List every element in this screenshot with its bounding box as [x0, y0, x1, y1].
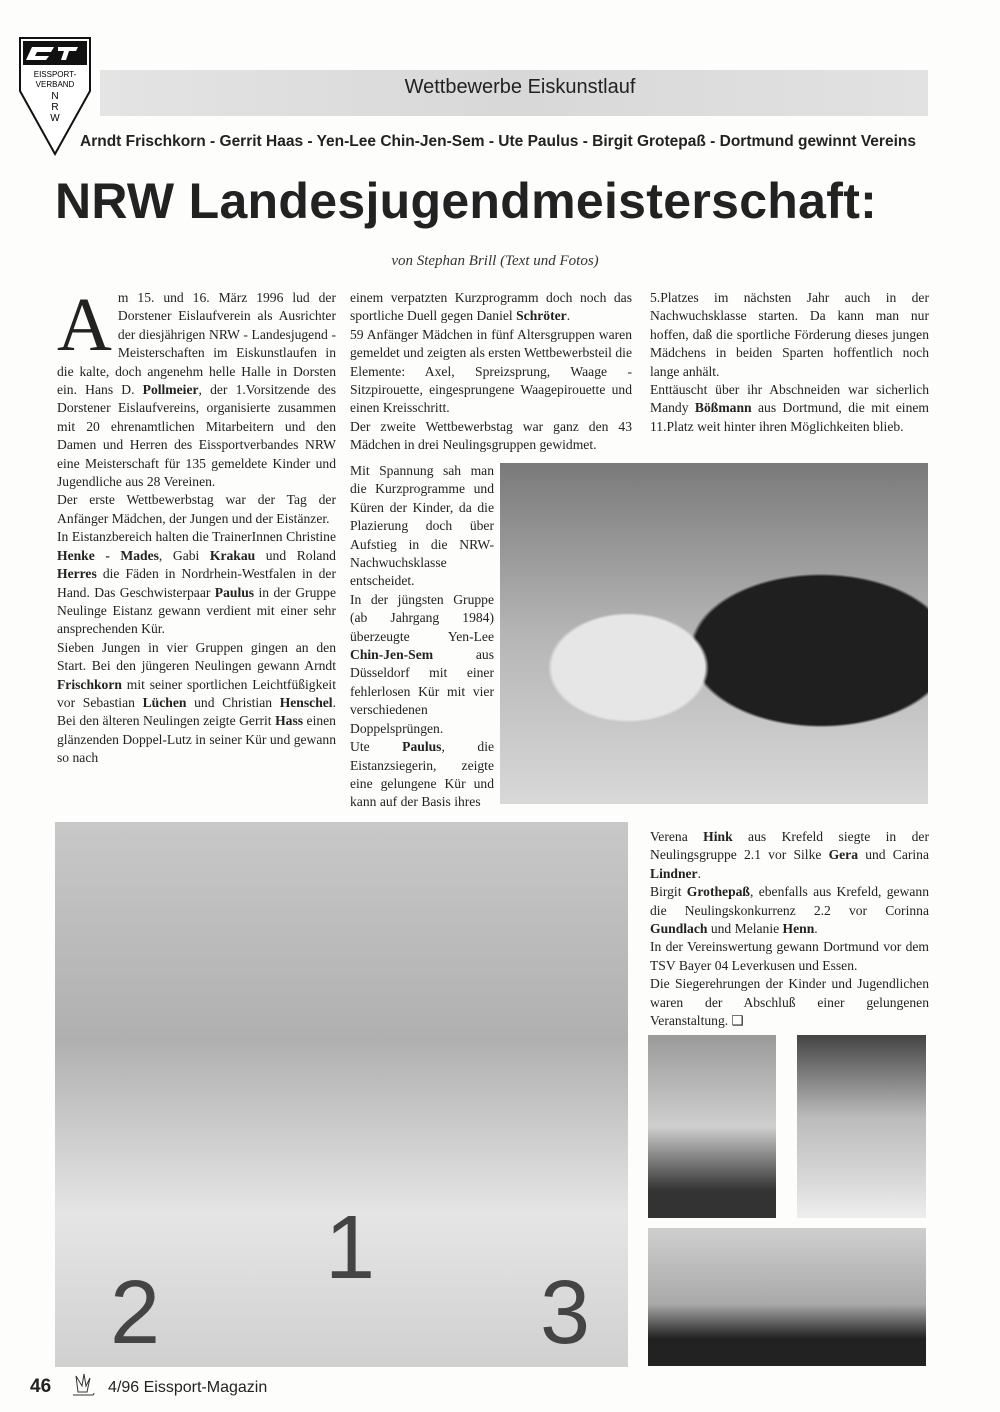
svg-text:VERBAND: VERBAND: [35, 80, 75, 89]
headline-names: Arndt Frischkorn - Gerrit Haas - Yen-Lee Chin-Jen-Sem - Ute Paulus - Birgit Grotepaß - Dortmund gewinnt Vereins: [80, 133, 916, 150]
bold-name: Henke - Mades: [57, 547, 159, 563]
paragraph: [350, 418, 632, 455]
text-run: die Fäden in Nordrhein-Westfalen in der Hand. Das Geschwisterpaar: [57, 566, 336, 600]
paragraph: [350, 738, 494, 812]
svg-text:W: W: [50, 113, 60, 124]
photo-podium: [55, 822, 628, 1367]
bold-name: Gundlach: [650, 921, 708, 937]
photo-three-boys: [648, 1228, 926, 1366]
text-run: In der Vereinswertung gewann Dortmund vor dem TSV Bayer 04 Leverkusen und Essen.: [650, 939, 929, 973]
article-title: NRW Landesjugendmeisterschaft:: [55, 173, 878, 229]
text-run: Der zweite Wettbewerbstag war ganz den 43 Mädchen in drei Neulingsgruppen gewidmet.: [350, 418, 632, 453]
text-run: . Bei den älteren Neulingen zeigte Gerrit: [57, 694, 336, 729]
text-run: 5.Platzes im nächsten Jahr auch in der Nachwuchsklasse starten. Da kann man nur hoffen, daß die sportliche Förderung dieses jungen Mädchens in beiden Sparten hoffentlich noch lange anhält.: [650, 290, 929, 379]
paragraph: [57, 639, 336, 768]
column-3-bottom: [650, 828, 929, 1030]
bold-name: Gera: [828, 847, 859, 863]
skater-icon: [70, 1372, 96, 1398]
paragraph: [350, 289, 632, 326]
svg-text:R: R: [51, 102, 59, 113]
bold-name: Henschel: [279, 694, 333, 710]
text-run: Verena: [650, 829, 704, 844]
text-run: und Christian: [186, 694, 280, 710]
paragraph: [650, 289, 929, 381]
bold-name: Chin-Jen-Sem: [350, 647, 434, 663]
paragraph: [650, 381, 929, 436]
paragraph: [650, 883, 929, 938]
column-3-top: [650, 289, 929, 436]
bold-name: Paulus: [402, 739, 442, 755]
paragraph: [350, 326, 632, 418]
bold-name: Henn: [782, 921, 815, 937]
bold-name: Schröter: [516, 308, 567, 324]
text-run: aus Dortmund, die mit einem 11.Platz weit hinter ihren Möglichkeiten blieb.: [650, 400, 929, 434]
svg-text:EISSPORT-: EISSPORT-: [33, 70, 77, 79]
text-run: einen glänzenden Doppel-Lutz in seiner Kür und gewann so nach: [57, 713, 336, 766]
text-run: Der erste Wettbewerbstag war der Tag der Anfänger Mädchen, der Jungen und der Eistänzer.: [57, 492, 336, 526]
column-1: [57, 283, 336, 768]
text-run: und Melanie: [707, 921, 783, 937]
drop-cap: A: [57, 283, 112, 367]
column-2-narrow: [350, 462, 494, 812]
text-run: Ute: [350, 739, 403, 755]
text-run: .: [814, 921, 818, 937]
text-run: Enttäuscht über ihr Abschneiden war sicherlich Mandy: [650, 382, 929, 416]
podium-number-2: 2: [110, 1263, 161, 1363]
text-run: In der jüngsten Gruppe (ab Jahrgang 1984) überzeugte Yen-Lee: [350, 591, 494, 644]
svg-text:N: N: [51, 91, 59, 102]
podium-number-3: 3: [540, 1263, 591, 1363]
paragraph: [350, 591, 494, 738]
bold-name: Grothepaß: [686, 884, 750, 900]
photo-portrait-girl: [648, 1035, 776, 1218]
issue-label: 4/96 Eissport-Magazin: [108, 1379, 268, 1396]
paragraph: [650, 975, 929, 1030]
text-run: .: [566, 308, 571, 324]
paragraph: [650, 828, 929, 883]
text-run: einem verpatzten Kurzprogramm doch noch das sportliche Duell gegen Daniel: [350, 290, 632, 324]
bold-name: Pollmeier: [142, 382, 199, 398]
text-run: mit seiner sportlichen Leichtfüßigkeit vor Sebastian: [57, 676, 336, 710]
text-run: , Gabi: [158, 547, 210, 563]
section-title: Wettbewerbe Eiskunstlauf: [404, 76, 636, 98]
text-run: .: [697, 865, 701, 881]
bold-name: Frischkorn: [57, 676, 122, 692]
podium-number-1: 1: [325, 1198, 376, 1298]
text-run: Die Siegerehrungen der Kinder und Jugendlichen waren der Abschluß einer gelungenen Veranstaltung. ❑: [650, 976, 929, 1029]
page-number: 46: [30, 1376, 52, 1397]
bold-name: Krakau: [209, 547, 256, 563]
text-run: Mit Spannung sah man die Kurzprogramme und Küren der Kinder, da die Plazierung doch über Aufstieg in die NRW-Nachwuchsklasse entscheidet.: [350, 463, 494, 589]
paragraph: [650, 938, 929, 975]
bold-name: Hink: [703, 829, 733, 844]
photo-two-skaters: [500, 463, 928, 804]
bold-name: Lüchen: [142, 694, 187, 710]
text-run: aus Krefeld siegte in der Neulingsgruppe 2.1 vor Silke: [650, 829, 929, 863]
text-run: 59 Anfänger Mädchen in fünf Altersgruppen waren gemeldet und zeigten als ersten Wettbewerbsteil die Elemente: Axel, Spreizsprung, Waage - Sitzpirouette, eingesprungene Waagepirouette und einen Kreisschritt.: [350, 326, 632, 416]
byline: von Stephan Brill (Text und Fotos): [391, 253, 599, 269]
paragraph: [350, 462, 494, 591]
text-run: In Eistanzbereich halten die TrainerInnen Christine: [57, 529, 336, 545]
text-run: m 15. und 16. März 1996 lud der Dorstener Eislaufverein als Ausrichter der diesjährigen NRW - Landesjugend - Meisterschaften im Eiskunstlaufen in die kalte, doch angenehm helle Halle in Dorsten ein. Hans D.: [57, 290, 336, 398]
text-run: Birgit: [650, 884, 687, 900]
bold-name: Paulus: [214, 584, 255, 600]
page-footer: [30, 1372, 267, 1398]
bold-name: Bößmann: [694, 400, 752, 416]
column-2-top: [350, 289, 632, 455]
text-run: Sieben Jungen in vier Gruppen gingen an den Start. Bei den jüngeren Neulingen gewann Arndt: [57, 639, 336, 674]
text-run: und Carina: [858, 847, 929, 863]
paragraph: [57, 491, 336, 528]
text-run: in der Gruppe Neulinge Eistanz gewann verdient mit einer sehr ansprechenden Kür.: [57, 584, 336, 637]
text-run: aus Düsseldorf mit einer fehlerlosen Kür mit vier verschiedenen Doppelsprüngen.: [350, 647, 494, 736]
bold-name: Hass: [275, 713, 304, 729]
text-run: und Roland: [255, 547, 336, 563]
bold-name: Herres: [57, 566, 97, 582]
text-run: , ebenfalls aus Krefeld, gewann die Neulingskonkurrenz 2.2 vor Corinna: [650, 884, 929, 918]
bold-name: Lindner: [650, 865, 698, 881]
text-run: , der 1.Vorsitzende des Dorstener Eislaufvereins, organisierte zusammen mit 20 ehrenamtlichen Mitarbeitern und den Damen und Herren des Eissportverbandes NRW eine Meisterschaft für 135 gemeldete Kinder und Jugendliche aus 28 Vereinen.: [57, 382, 336, 490]
text-run: , die Eistanzsiegerin, zeigte eine gelungene Kür und kann auf der Basis ihres: [350, 739, 495, 810]
photo-portrait-boy: [797, 1035, 926, 1218]
paragraph: [57, 528, 336, 638]
